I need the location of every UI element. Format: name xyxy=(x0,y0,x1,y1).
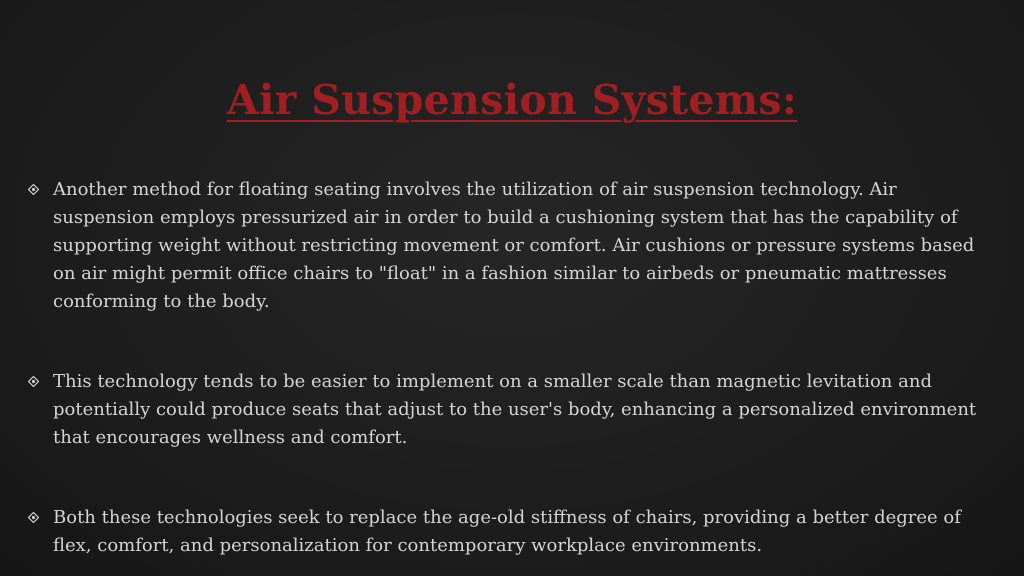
slide-title: Air Suspension Systems: xyxy=(226,76,798,124)
diamond-dot-icon xyxy=(28,512,39,523)
bullet-text: Another method for floating seating involves the utilization of air suspension technology. Air suspension employs pressurized air in order to build a cushioning system that has the capability of supporting weight without restricting movement or comfort. Air cushions or pressure systems based on air might permit office chairs to "float" in a fashion similar to airbeds or pneumatic mattresses conforming to the body. xyxy=(53,179,975,312)
diamond-dot-icon xyxy=(28,376,39,387)
list-item xyxy=(28,176,988,368)
bullet-list xyxy=(28,176,988,560)
list-item xyxy=(28,368,988,504)
bullet-text: This technology tends to be easier to implement on a smaller scale than magnetic levitation and potentially could produce seats that adjust to the user's body, enhancing a personalized environment that encourages wellness and comfort. xyxy=(53,371,977,448)
list-item xyxy=(28,504,988,560)
bullet-text: Both these technologies seek to replace the age-old stiffness of chairs, providing a better degree of flex, comfort, and personalization for contemporary workplace environments. xyxy=(53,507,961,556)
diamond-dot-icon xyxy=(28,184,39,195)
